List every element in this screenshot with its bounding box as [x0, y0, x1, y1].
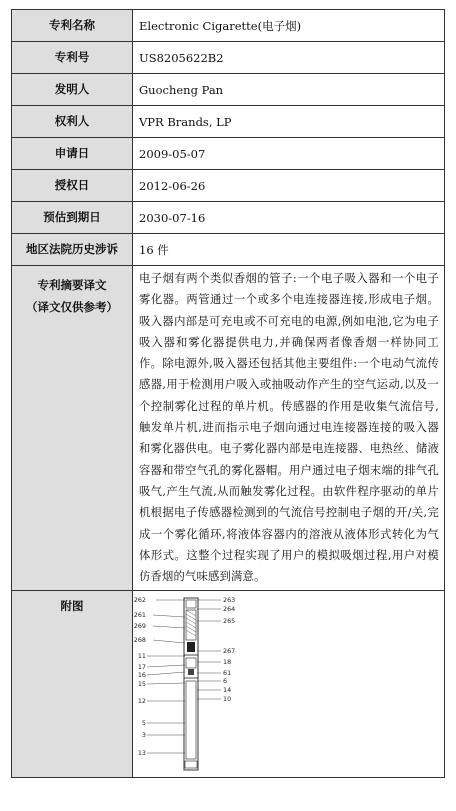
figure-callout-left: 12 [137, 697, 146, 706]
figure-callout-right: 267 [223, 647, 236, 656]
figure-callout-right: 10 [223, 695, 232, 704]
label-patent-number: 专利号 [12, 42, 133, 74]
label-assignee: 权利人 [12, 106, 133, 138]
row-figure [12, 591, 445, 778]
figure-callout-left: 261 [133, 611, 146, 620]
label-filing-date: 申请日 [12, 138, 133, 170]
figure-callout-left: 16 [137, 671, 146, 680]
figure-callout-right: 264 [223, 605, 236, 614]
figure-callout-right: 18 [223, 658, 232, 667]
figure-callout-right: 6 [223, 677, 228, 686]
patent-drawing-electronic-cigarette [133, 595, 241, 773]
value-patent-name: Electronic Cigarette(电子烟) [133, 10, 445, 42]
label-figure: 附图 [12, 591, 133, 778]
figure-callout-left: 262 [133, 596, 146, 605]
abstract-label-line1: 专利摘要译文 [37, 278, 107, 292]
row-inventor [12, 74, 445, 106]
value-filing-date: 2009-05-07 [133, 138, 445, 170]
figure-cell [133, 591, 445, 778]
value-inventor: Guocheng Pan [133, 74, 445, 106]
label-patent-name: 专利名称 [12, 10, 133, 42]
figure-callout-right: 61 [223, 669, 232, 678]
label-abstract [12, 266, 133, 591]
row-expiry-date [12, 202, 445, 234]
figure-callout-left: 269 [133, 622, 146, 631]
abstract-label-line2: （译文仅供参考） [26, 300, 118, 314]
figure-callout-right: 263 [223, 596, 236, 605]
value-assignee: VPR Brands, LP [133, 106, 445, 138]
value-expiry-date: 2030-07-16 [133, 202, 445, 234]
row-patent-number [12, 42, 445, 74]
abstract-text: 电子烟有两个类似香烟的管子:一个电子吸入器和一个电子雾化器。两管通过一个或多个电连接器连接,形成电子烟。吸入器内部是可充电或不可充电的电源,例如电池,它为电子吸入器和雾化器提供电力,并确保两者像香烟一样协同工作。除电源外,吸入器还包括其他主要组件:一个电动气流传感器,用于检测用户吸入或抽吸动作产生的空气运动,以及一个控制雾化过程的单片机。传感器的作用是收集气流信号,触发单片机,进而指示电子烟向通过电连接器连接的吸入器和雾化器供电。电子雾化器内部是电连接器、电热丝、储液容器和带空气孔的雾化器帽。用户通过电子烟末端的排气孔吸气,产生气流,从而触发雾化过程。由软件程序驱动的单片机根据电子传感器检测到的气流信号控制电子烟的开/关,完成一个雾化循环,将液体容器内的溶液从液体形式转化为气体形式。这整个过程实现了用户的模拟吸烟过程,用户对模仿香烟的气味感到满意。 [133, 266, 445, 591]
label-inventor: 发明人 [12, 74, 133, 106]
figure-callout-left: 5 [141, 719, 146, 728]
value-patent-number: US8205622B2 [133, 42, 445, 74]
figure-callout-left: 13 [137, 749, 146, 758]
value-grant-date: 2012-06-26 [133, 170, 445, 202]
figure-callout-left: 15 [137, 680, 146, 689]
row-abstract [12, 266, 445, 591]
figure-callout-left: 268 [133, 636, 146, 645]
patent-info-table [11, 9, 445, 778]
figure-callout-right: 265 [223, 617, 236, 626]
label-grant-date: 授权日 [12, 170, 133, 202]
row-filing-date [12, 138, 445, 170]
row-assignee [12, 106, 445, 138]
row-patent-name [12, 10, 445, 42]
label-expiry-date: 预估到期日 [12, 202, 133, 234]
value-litigation: 16 件 [133, 234, 445, 266]
figure-callout-right: 14 [223, 686, 232, 695]
row-grant-date [12, 170, 445, 202]
label-litigation: 地区法院历史涉诉 [12, 234, 133, 266]
row-litigation [12, 234, 445, 266]
figure-callout-left: 17 [137, 663, 146, 672]
figure-callout-left: 11 [137, 652, 146, 661]
figure-callout-left: 3 [141, 731, 146, 740]
